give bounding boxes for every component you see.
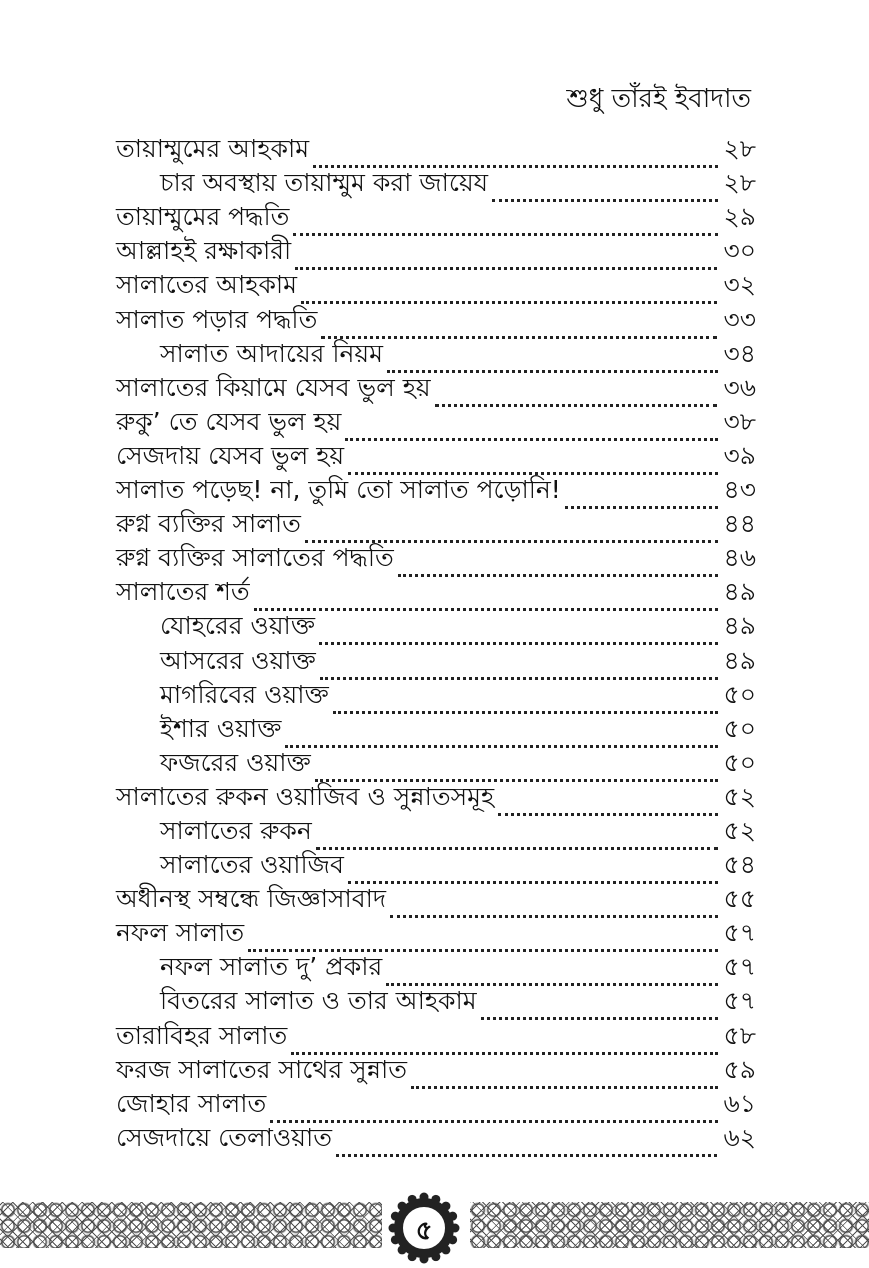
toc-entry-title: ফরজ সালাতের সাথের সুন্নাত (116, 1054, 407, 1084)
toc-entry-page: ৩০ (723, 236, 756, 266)
page-number-medallion (388, 1192, 460, 1264)
dot-leader (348, 881, 718, 884)
toc-entry-title: মাগরিবের ওয়াক্ত (160, 679, 329, 709)
toc-entry-title: সালাত আদায়ের নিয়ম (160, 338, 384, 368)
running-head: শুধু তাঁরই ইবাদাত (566, 84, 751, 114)
dot-leader (492, 199, 717, 202)
toc-entry-page: ৪৯ (723, 577, 756, 607)
toc-entry-page: ৫৫ (723, 884, 756, 914)
toc-entry-page: ৫৭ (723, 986, 756, 1016)
dot-leader (345, 438, 717, 441)
toc-entry-page: ৫৯ (723, 1054, 756, 1084)
toc-entry-page: ৫৭ (723, 952, 756, 982)
toc-entry-page: ৫৮ (723, 1020, 756, 1050)
toc-entry-page: ৩৯ (723, 440, 756, 470)
toc-entry-page: ২৮ (723, 168, 756, 198)
toc-entry-title: রুগ্ন ব্যক্তির সালাতের পদ্ধতি (116, 543, 394, 573)
dot-leader (390, 915, 718, 918)
dot-leader (435, 404, 718, 407)
toc-entry-page: ৪৩ (723, 475, 756, 505)
toc-entry-title: সালাত পড়েছ! না, তুমি তো সালাত পড়োনি! (116, 475, 561, 505)
toc-entry-title: ইশার ওয়াক্ত (160, 713, 282, 743)
toc-entry-page: ২৮ (723, 134, 756, 164)
toc-entry-title: তারাবিহর সালাত (116, 1020, 288, 1050)
page-footer (0, 1190, 869, 1262)
toc-entry-page: ৪৬ (723, 543, 756, 573)
toc-entry-page: ৫০ (723, 679, 756, 709)
toc-entry-title: সালাতের ওয়াজিব (160, 850, 344, 880)
toc-entry-page: ৪৯ (723, 611, 756, 641)
toc-entry-title: সেজদায়ে তেলাওয়াত (116, 1122, 333, 1152)
dot-leader (481, 1017, 718, 1020)
toc-entry-title: সালাতের শর্ত (116, 577, 250, 607)
toc-entry-title: রুগ্ন ব্যক্তির সালাত (116, 509, 301, 539)
toc-entry-title: সালাতের আহকাম (116, 270, 298, 300)
dot-leader (270, 1120, 717, 1123)
toc-entry-page: ৬১ (723, 1088, 756, 1118)
toc-entry-title: আল্লাহই রক্ষাকারী (116, 236, 292, 266)
page-number: ৫ (415, 1216, 433, 1246)
toc-entry-title: নফল সালাত (116, 918, 245, 948)
dot-leader (565, 506, 718, 509)
toc-entry-page: ৩৩ (723, 304, 756, 334)
toc-entry-page: ৪৪ (723, 509, 756, 539)
dot-leader (336, 1154, 717, 1157)
toc-entry-title: সালাতের কিয়ামে যেসব ভুল হয় (116, 372, 431, 402)
toc-entry-page: ৫২ (723, 781, 756, 811)
dot-leader (398, 574, 718, 577)
dot-leader (387, 370, 717, 373)
toc-entry-title: ফজরের ওয়াক্ত (160, 747, 311, 777)
toc-entry-page: ৩৪ (723, 338, 756, 368)
toc-entry-title: সেজদায় যেসব ভুল হয় (116, 440, 345, 470)
toc-entry-page: ৪৯ (723, 645, 756, 675)
toc-entry-page: ৫৭ (723, 918, 756, 948)
toc-entry-title: নফল সালাত দু’ প্রকার (160, 952, 383, 982)
toc-entry-title: সালাত পড়ার পদ্ধতি (116, 304, 318, 334)
dot-leader (333, 711, 718, 714)
toc-entry-title: বিতরের সালাত ও তার আহকাম (160, 986, 477, 1016)
toc-entry-page: ৩৮ (723, 406, 756, 436)
toc-entry-page: ৫০ (723, 713, 756, 743)
toc-entry-title: অধীনস্থ সম্বন্ধে জিজ্ঞাসাবাদ (116, 884, 387, 914)
toc-entry-title: সালাতের রুকন (160, 815, 312, 845)
toc-entry-page: ৬২ (723, 1122, 756, 1152)
dot-leader (316, 847, 718, 850)
dot-leader (295, 267, 717, 270)
toc-entry-title: তায়াম্মুমের পদ্ধতি (116, 202, 290, 232)
toc-entry-title: জোহার সালাত (116, 1088, 267, 1118)
toc-entry (116, 1122, 756, 1161)
toc-entry-page: ২৯ (723, 202, 756, 232)
toc-entry-title: আসরের ওয়াক্ত (160, 645, 316, 675)
toc-entry-title: তায়াম্মুমের আহকাম (116, 134, 310, 164)
ornament-border-left (0, 1202, 382, 1248)
dot-leader (411, 1086, 718, 1089)
dot-leader (293, 233, 717, 236)
toc-entry-page: ৫২ (723, 815, 756, 845)
toc-entry-title: চার অবস্থায় তায়াম্মুম করা জায়েয (160, 168, 489, 198)
dot-leader (285, 745, 717, 748)
toc-entry-title: রুকু’ তে যেসব ভুল হয় (116, 406, 342, 436)
dot-leader (301, 301, 717, 304)
dot-leader (319, 642, 717, 645)
toc-entry-page: ৩২ (723, 270, 756, 300)
toc-entry-page: ৫০ (723, 747, 756, 777)
table-of-contents (116, 134, 756, 1161)
toc-entry-page: ৩৬ (723, 372, 756, 402)
toc-entry-title: যোহরের ওয়াক্ত (160, 611, 316, 641)
toc-entry-title: সালাতের রুকন ওয়াজিব ও সুন্নাতসমূহ (116, 781, 495, 811)
dot-leader (498, 813, 717, 816)
toc-entry-page: ৫৪ (723, 850, 756, 880)
dot-leader (254, 608, 718, 611)
dot-leader (320, 677, 718, 680)
ornament-border-right (470, 1202, 869, 1248)
